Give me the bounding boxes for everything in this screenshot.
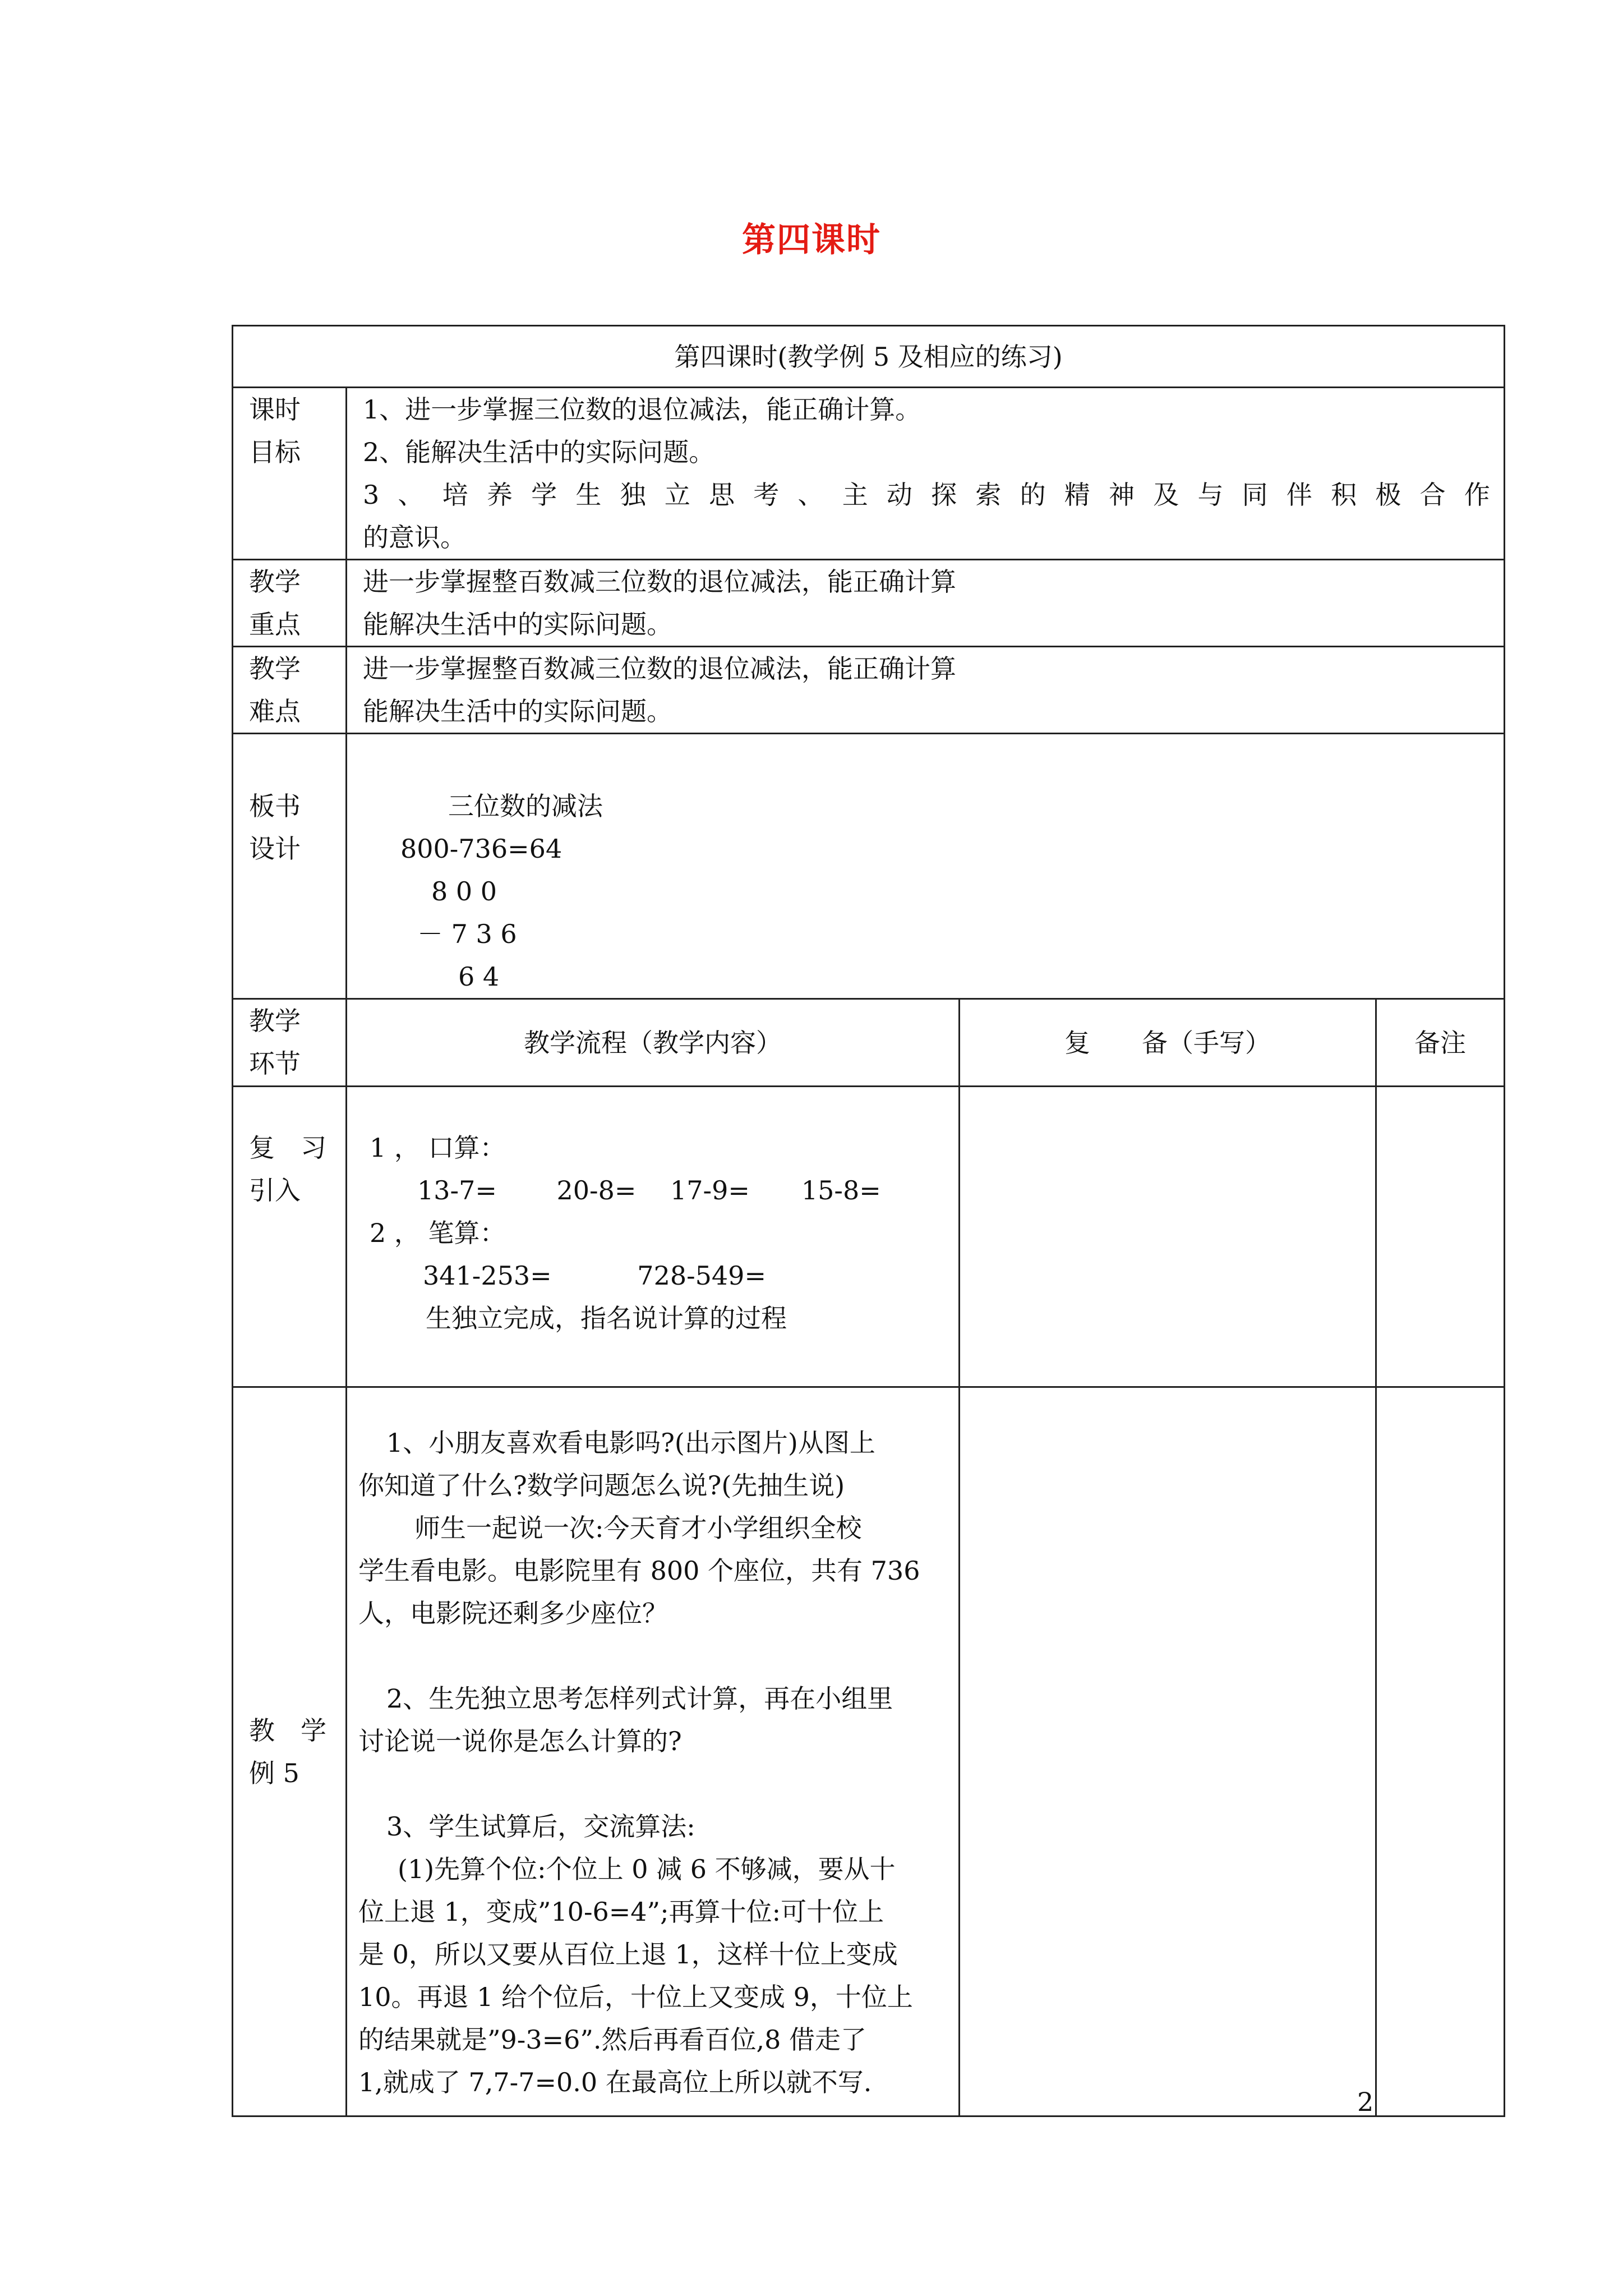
objective-char: 作 [1464, 480, 1490, 510]
example-line: 是 0，所以又要从百位上退 1，这样十位上变成 [358, 1939, 898, 1970]
example-line: 师生一起说一次:今天育才小学组织全校 [414, 1513, 862, 1543]
objective-char: 生 [575, 480, 602, 510]
objective-char: 的 [1020, 480, 1046, 510]
objective-char: 考 [753, 480, 780, 510]
process-column-header: 教学流程（教学内容） [347, 999, 960, 1087]
example-line: 学生看电影。电影院里有 800 个座位，共有 736 [358, 1556, 920, 1586]
example-spacer [358, 1635, 958, 1677]
board-design-label: 板书 设计 [233, 734, 347, 999]
example-line: 你知道了什么?数学问题怎么说?(先抽生说) [358, 1470, 845, 1501]
page-title: 第四课时 [742, 220, 881, 260]
key-points-row [233, 560, 1505, 647]
objectives-label: 课时 目标 [233, 388, 347, 560]
difficulties-label: 教学 难点 [233, 647, 347, 734]
difficulties-content [347, 647, 1505, 734]
review-label: 复 习 引入 [233, 1087, 347, 1387]
example-prep-cell [960, 1387, 1376, 2116]
example-line: 讨论说一说你是怎么计算的? [358, 1726, 682, 1756]
example-content [347, 1387, 960, 2116]
objective-char: 3 [363, 480, 380, 510]
note-column-header: 备注 [1376, 999, 1505, 1087]
table-header-row [233, 326, 1505, 388]
board-heading: 三位数的减法 [448, 791, 603, 821]
objective-char: 思 [709, 480, 735, 510]
example-line: 人，电影院还剩多少座位？ [358, 1598, 668, 1628]
key-points-content [347, 560, 1505, 647]
example-line: (1)先算个位:个位上 0 减 6 不够减，要从十 [398, 1854, 896, 1884]
objectives-row [233, 388, 1505, 560]
difficulty-line: 进一步掌握整百数减三位数的退位减法，能正确计算 [363, 654, 956, 684]
difficulties-row [233, 647, 1505, 734]
review-line: 2 ， 笔算： [370, 1218, 506, 1248]
board-equation: 800-736=64 [400, 834, 562, 864]
objective-line-justified [363, 473, 1490, 516]
column-header-row [233, 999, 1505, 1087]
page-number: 2 [1357, 2087, 1374, 2117]
objective-line: 1、进一步掌握三位数的退位减法，能正确计算。 [363, 394, 921, 425]
objective-line: 2、能解决生活中的实际问题。 [363, 437, 715, 467]
objective-char: 独 [620, 480, 646, 510]
objective-char: 合 [1419, 480, 1446, 510]
objectives-content [347, 388, 1505, 560]
example-line: 1,就成了 7,7-7=0.0 在最高位上所以就不写. [358, 2067, 872, 2097]
example-note-cell [1376, 1387, 1505, 2116]
review-line: 341-253= 728-549= [423, 1260, 766, 1291]
objective-char: 同 [1242, 480, 1268, 510]
objective-char: 伴 [1286, 480, 1312, 510]
objective-char: 积 [1331, 480, 1357, 510]
review-line: 13-7= 20-8= 17-9= 15-8= [417, 1175, 881, 1205]
objective-char: 及 [1153, 480, 1179, 510]
objective-char: 精 [1064, 480, 1090, 510]
prep-column-header: 复 备（手写） [960, 999, 1376, 1087]
lesson-plan-table [232, 325, 1505, 2117]
objective-char: 神 [1109, 480, 1135, 510]
example-line: 位上退 1，变成”10-6=4”;再算十位:可十位上 [358, 1897, 884, 1927]
objective-char: 动 [886, 480, 912, 510]
objective-char: 培 [442, 480, 468, 510]
objective-char: 极 [1375, 480, 1401, 510]
vertical-minuend: 8 0 0 [431, 876, 497, 907]
review-note-cell [1376, 1087, 1505, 1387]
example-line: 的结果就是”9-3=6”.然后再看百位,8 借走了 [358, 2024, 867, 2055]
objective-char: 、 [398, 480, 424, 510]
example-spacer [358, 1763, 958, 1805]
vertical-subtrahend: － 7 3 6 [417, 919, 517, 949]
example-row [233, 1387, 1505, 2116]
board-design-content [347, 734, 1505, 999]
stage-column-header: 教学 环节 [233, 999, 347, 1087]
example-line: 3、学生试算后，交流算法: [386, 1811, 695, 1842]
review-line: 生独立完成，指名说计算的过程 [426, 1303, 787, 1333]
objective-char: 索 [975, 480, 1002, 510]
example-line: 10。再退 1 给个位后，十位上又变成 9，十位上 [358, 1982, 913, 2012]
example-line: 1、小朋友喜欢看电影吗?(出示图片)从图上 [386, 1428, 875, 1458]
objective-char: 、 [797, 480, 824, 510]
key-point-line: 能解决生活中的实际问题。 [363, 609, 672, 639]
review-row [233, 1087, 1505, 1387]
difficulty-line: 能解决生活中的实际问题。 [363, 696, 672, 726]
table-header: 第四课时(教学例 5 及相应的练习) [233, 326, 1505, 388]
objective-line: 的意识。 [363, 522, 466, 553]
key-point-line: 进一步掌握整百数减三位数的退位减法，能正确计算 [363, 567, 956, 597]
example-line: 2、生先独立思考怎样列式计算，再在小组里 [386, 1683, 893, 1714]
key-points-label: 教学 重点 [233, 560, 347, 647]
vertical-result: 6 4 [458, 961, 500, 992]
example-label: 教 学 例 5 [233, 1387, 347, 2116]
objective-char: 学 [531, 480, 557, 510]
review-content [347, 1087, 960, 1387]
review-line: 1 ， 口算： [370, 1133, 506, 1163]
objective-char: 探 [931, 480, 957, 510]
objective-char: 养 [486, 480, 513, 510]
board-design-row [233, 734, 1505, 999]
review-prep-cell [960, 1087, 1376, 1387]
objective-char: 与 [1197, 480, 1224, 510]
objective-char: 立 [664, 480, 690, 510]
objective-char: 主 [842, 480, 868, 510]
